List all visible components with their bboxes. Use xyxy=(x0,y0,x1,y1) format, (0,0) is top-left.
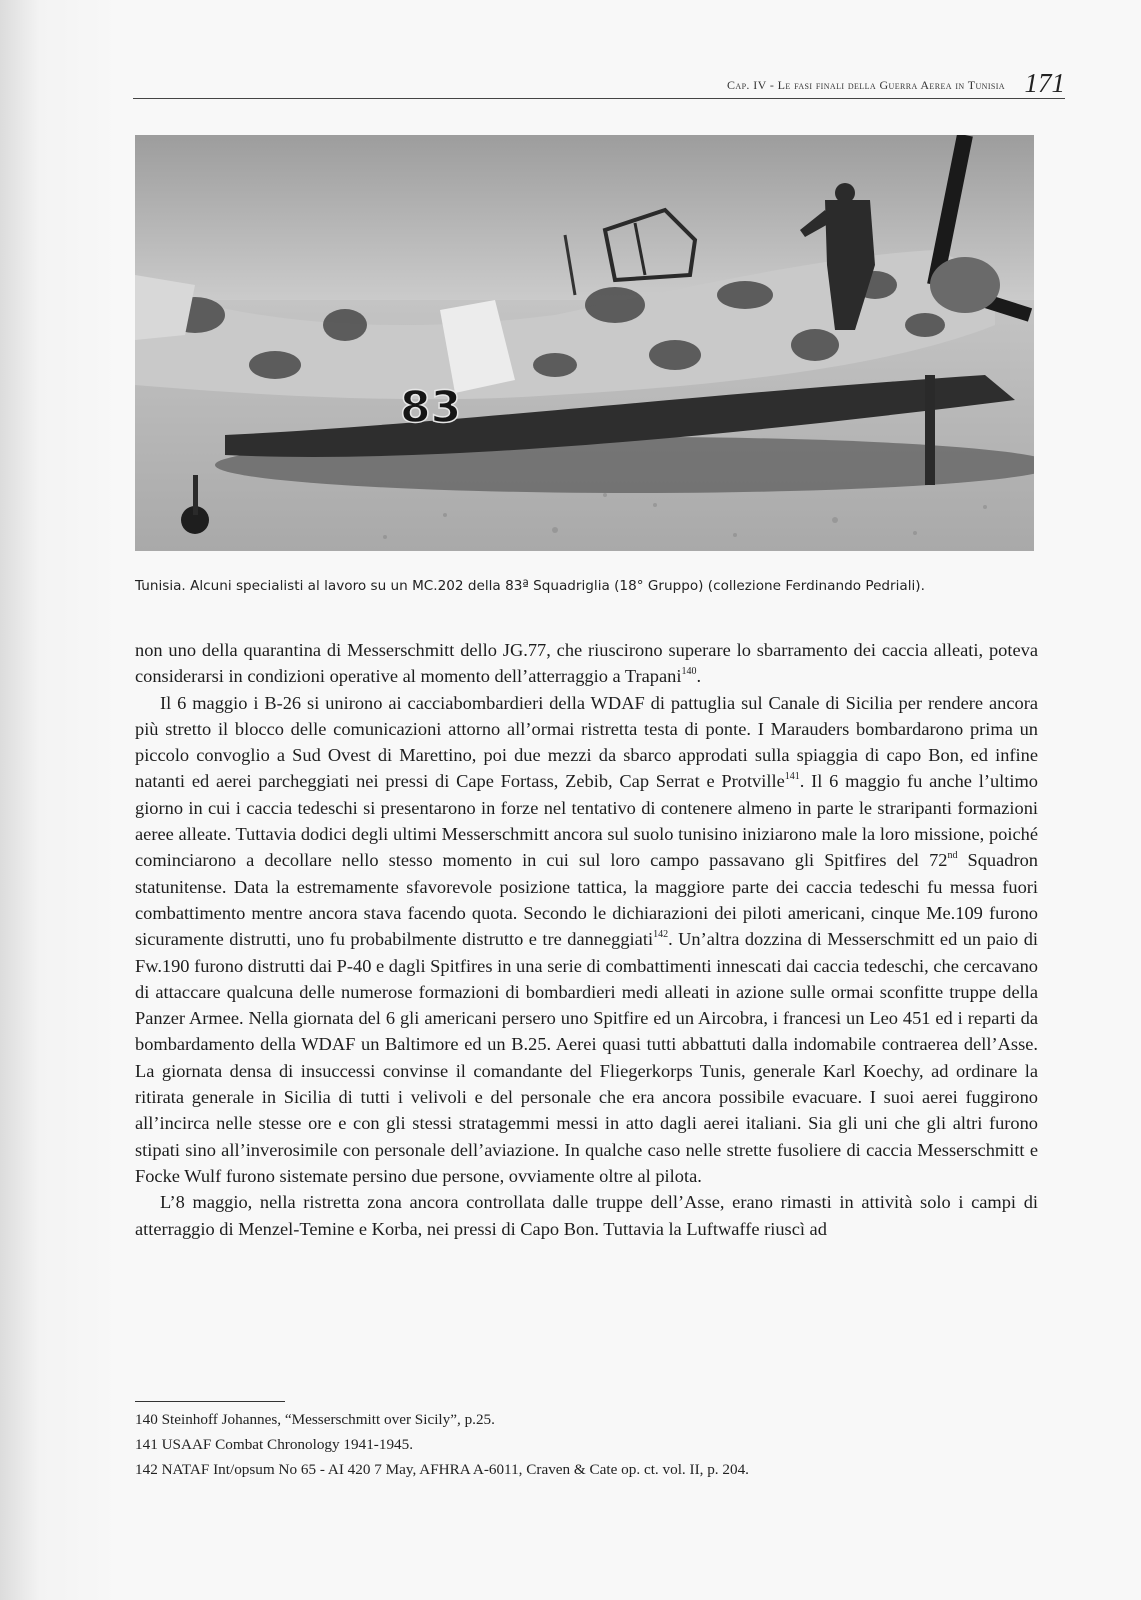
footnote-divider xyxy=(135,1401,285,1402)
photo-caption: Tunisia. Alcuni specialisti al lavoro su un MC.202 della 83ª Squadriglia (18° Gruppo) (collezione Ferdinando Pedriali). xyxy=(135,578,925,594)
page-number: 171 xyxy=(1024,68,1065,98)
body-text xyxy=(135,637,1038,1242)
paragraph-1: non uno della quarantina di Messerschmitt dello JG.77, che riuscirono superare lo sbarramento dei caccia alleati, poteva considerarsi in condizioni operative al momento dell’atterraggio a Trapani$^{140}$. xyxy=(135,640,1038,687)
footnote-141: 141 USAAF Combat Chronology 1941-1945. xyxy=(135,1436,414,1453)
page-header xyxy=(133,68,1065,99)
running-title: Cap. IV - Le fasi finali della Guerra Aerea in Tunisia xyxy=(726,78,1005,92)
footnote-ref-141: 141 xyxy=(784,771,800,783)
aircraft-photo xyxy=(135,135,1034,551)
footnotes xyxy=(135,1407,1035,1482)
aircraft-number: 83 xyxy=(400,382,462,433)
footnote-ref-142: 142 xyxy=(653,929,669,941)
footnote-140: 140 Steinhoff Johannes, “Messerschmitt over Sicily”, p.25. xyxy=(135,1411,495,1428)
footnote-142: 142 NATAF Int/opsum No 65 - AI 420 7 May, AFHRA A-6011, Craven & Cate op. ct. vol. II, p. 204. xyxy=(135,1461,749,1478)
paragraph-3: L’8 maggio, nella ristretta zona ancora controllata dalle truppe dell’Asse, erano rimasti in attività solo i campi di atterraggio di Menzel-Temine e Korba, nei pressi di Capo Bon. Tuttavia la Luftwaffe riuscì ad xyxy=(135,1192,1038,1239)
ordinal-suffix: nd xyxy=(947,850,958,862)
paragraph-2: Il 6 maggio i B-26 si unirono ai cacciabombardieri della WDAF di pattuglia sul Canale di Sicilia per rendere ancora più stretto il blocco delle comunicazioni attorno all’ormai ristretta testa di ponte. I Marauders bombardarono prima un piccolo convoglio a Sud Ovest di Marettino, poi due mezzi da sbarco approdati sulla spiaggia di capo Bon, ed infine natanti ed aerei parcheggiati nei pressi di Cape Fortass, Zebib, Cap Serrat e Protville$^{141}$. Il 6 maggio fu anche l’ultimo giorno in cui i caccia tedeschi si presentarono in forze nel tentativo di contenere almeno in parte le straripanti formazioni aeree alleate. Tuttavia dodici degli ultimi Messerschmitt ancora sul suolo tunisino iniziarono male la loro missione, poiché cominciarono a decollare nello stesso momento in cui sul loro campo passavano gli Spitfires del 72nd Squadron statunitense. Data la estremamente sfavorevole posizione tattica, la maggiore parte dei caccia tedeschi fu messa fuori combattimento mentre ancora stava facendo quota. Secondo le dichiarazioni dei piloti americani, cinque Me.109 furono sicuramente distrutti, uno fu probabilmente distrutto e tre danneggiati$^{142}$. Un’altra dozzina di Messerschmitt ed un paio di Fw.190 furono distrutti dai P-40 e dagli Spitfires in una serie di combattimenti innescati dai caccia tedeschi, che cercavano di attaccare qualcuna delle numerose formazioni di bombardieri medi alleati in azione sulle ormai sconfitte truppe della Panzer Armee. Nella giornata del 6 gli americani persero uno Spitfire ed un Aircobra, i francesi un Leo 451 ed i reparti da bombardamento della WDAF un Baltimore ed un B.25. Aerei quasi tutti abbattuti dalla indomabile contraerea dell’Asse. La giornata densa di insuccessi convinse il comandante del Fliegerkorps Tunis, generale Karl Koechy, ad ordinare la ritirata generale in Sicilia di tutti i velivoli e del personale che era ancora possibile evacuare. I suoi aerei fuggirono all’incirca nelle stesse ore e con gli stessi stratagemmi messi in atto dagli aerei italiani. Sia gli uni che gli altri furono stipati sino all’inverosimile con personale dell’aviazione. In qualche caso nelle strette fusoliere di caccia Messerschmitt e Focke Wulf furono sistemate persino due persone, ovviamente oltre al pilota. xyxy=(135,692,1038,1186)
footnote-ref-140: 140 xyxy=(681,666,697,678)
aircraft-illustration xyxy=(135,135,1034,551)
